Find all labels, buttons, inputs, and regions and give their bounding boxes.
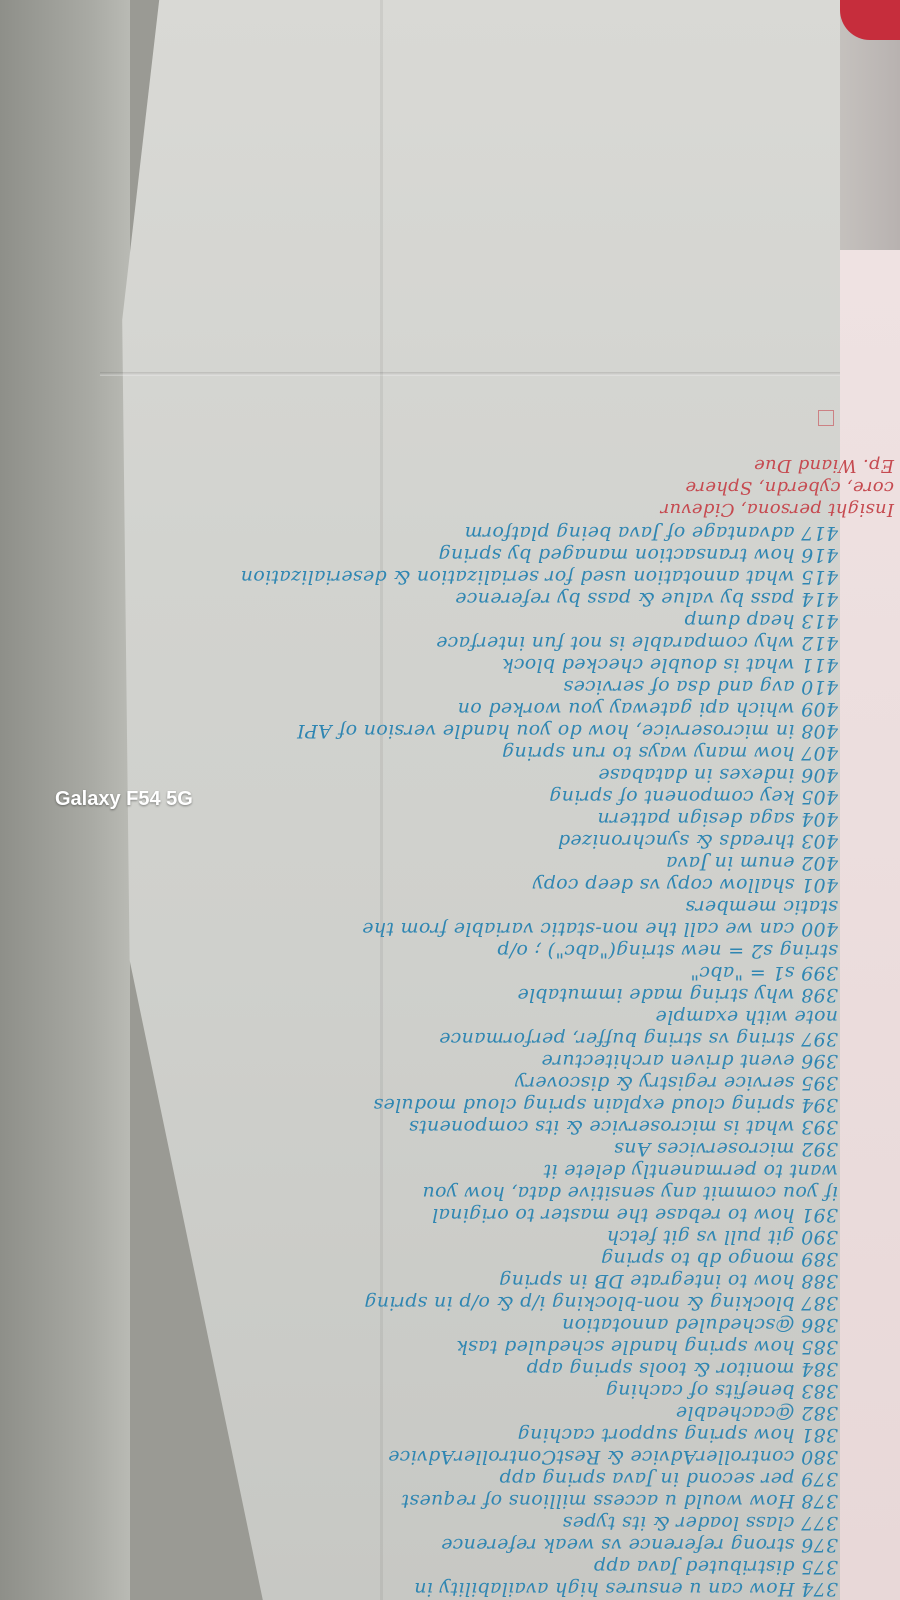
note-line: 376 strong reference vs weak reference	[440, 1534, 838, 1556]
note-line: 396 event driven architecture	[541, 1050, 838, 1072]
margin-heading: Insight persona, Cidevur	[660, 499, 894, 520]
note-line: 411 what is double checked block	[501, 654, 838, 676]
note-line: static members	[685, 896, 838, 918]
note-line: 391 how to rebase the master to original	[431, 1204, 838, 1226]
note-line: if you commit any sensitive data, how you	[422, 1182, 838, 1204]
note-line: 389 mongo db to spring	[600, 1248, 838, 1270]
note-line: 409 which api gateway you worked on	[457, 698, 838, 720]
note-line: 385 how spring handle scheduled task	[456, 1336, 838, 1358]
note-line: 399 s1 = "abc"	[690, 962, 838, 984]
note-line: 401 shallow copy vs deep copy	[532, 874, 838, 896]
note-line: 379 per second in Java spring app	[499, 1468, 838, 1490]
note-line: 388 how to integrate DB in spring	[498, 1270, 838, 1292]
note-line: 377 class loader & its types	[562, 1512, 838, 1534]
margin-subheading: core, cyberdn, Sphere	[685, 477, 894, 498]
note-line: 417 advantage of Java being platform	[464, 522, 838, 544]
note-line: 384 monitor & tools spring app	[526, 1358, 838, 1380]
note-line: note with example	[655, 1006, 838, 1028]
note-line: 395 service registry & discovery	[514, 1072, 838, 1094]
note-line: 404 saga design pattern	[597, 808, 838, 830]
note-line: 406 indexes in database	[598, 764, 838, 786]
note-line: 415 what annotation used for serialization & deserialization	[240, 566, 838, 588]
note-line: 381 how spring support caching	[517, 1424, 838, 1446]
note-line: 390 git pull vs git fetch	[606, 1226, 838, 1248]
note-line: 383 benefits of caching	[605, 1380, 838, 1402]
note-line: 408 in microservice, how do you handle version of API	[296, 720, 838, 742]
note-line: 416 how transaction managed by spring	[438, 544, 838, 566]
note-line: 413 heap dump	[684, 610, 838, 632]
note-line: string s2 = new string("abc") ; o/p	[497, 940, 838, 962]
note-line: 386 @scheduled annotation	[561, 1314, 838, 1336]
note-line: 398 why string made immutable	[517, 984, 838, 1006]
margin-note: Ep. Wiand Due	[753, 455, 894, 476]
note-line: 414 pass by value & pass by reference	[454, 588, 838, 610]
note-line: 380 controllerAdvice & RestControllerAdvice	[387, 1446, 838, 1468]
note-line: 407 how many ways to run spring	[501, 742, 838, 764]
note-line: 410 avg and dsa of services	[563, 676, 838, 698]
note-line: 402 enum in Java	[665, 852, 838, 874]
note-line: 374 How can u ensures high availability in	[413, 1578, 838, 1600]
camera-watermark: Galaxy F54 5G	[55, 788, 193, 810]
note-line: want to permanently delete it	[543, 1160, 838, 1182]
note-line: 378 How would u access millions of request	[401, 1490, 838, 1512]
note-line: 394 spring cloud explain spring cloud modules	[373, 1094, 838, 1116]
note-line: 400 can we call the non-static variable from the	[361, 918, 838, 940]
note-line: 403 threads & synchronized	[557, 830, 838, 852]
note-line: 405 key component of spring	[548, 786, 838, 808]
note-line: 412 why comparable is not fun interface	[435, 632, 838, 654]
note-line: 393 what is microservice & its components	[408, 1116, 838, 1138]
note-line: 387 blocking & non-blocking i/p & o/p in spring	[364, 1292, 838, 1314]
note-line: 375 distributed Java app	[593, 1556, 838, 1578]
note-line: 397 string vs string buffer, performance	[438, 1028, 838, 1050]
note-line: 382 @cacheable	[675, 1402, 838, 1424]
note-line: 392 microservices Ans	[613, 1138, 838, 1160]
